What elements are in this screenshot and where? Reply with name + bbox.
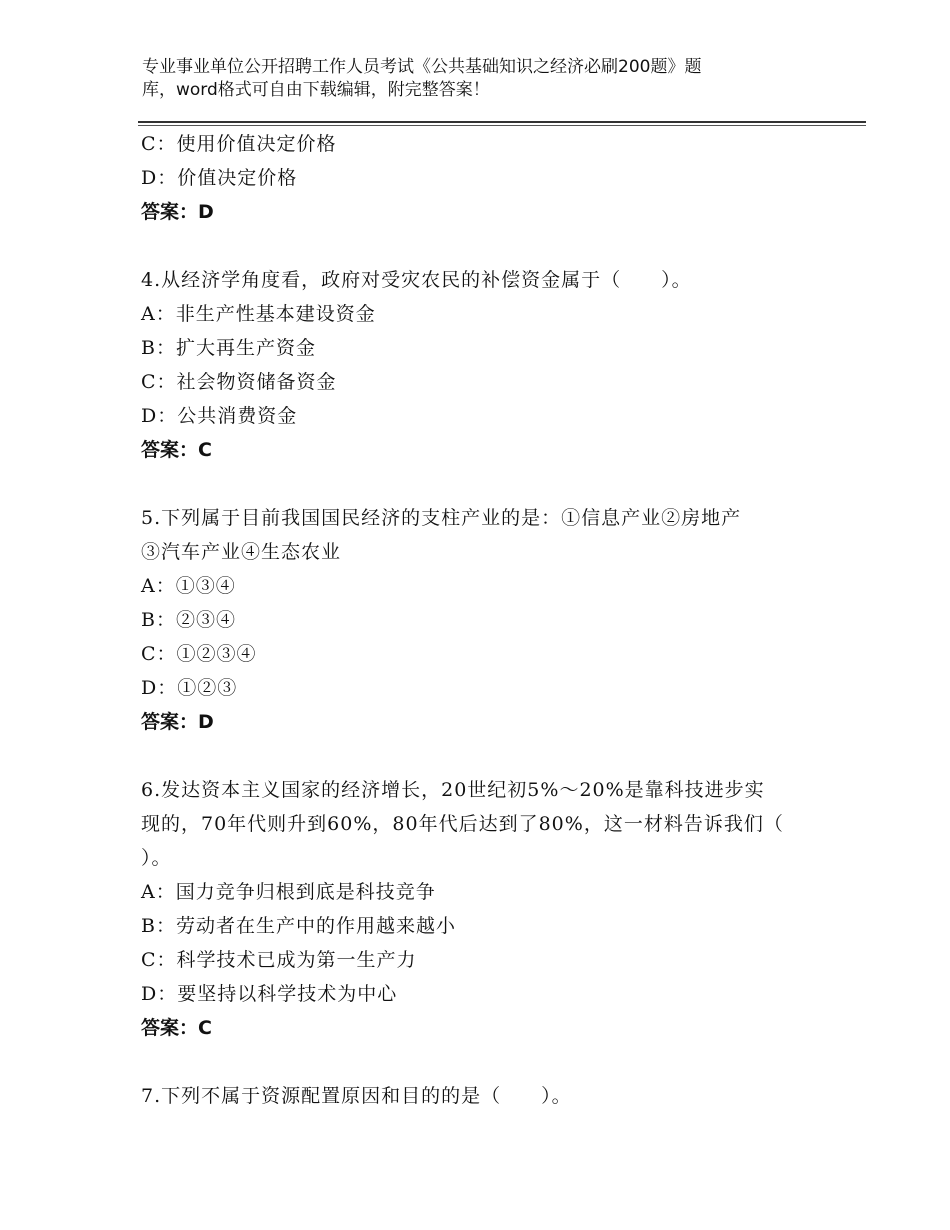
question-5 xyxy=(141,501,841,739)
header-line-2: 库，word格式可自由下载编辑，附完整答案！ xyxy=(142,80,490,100)
option-d: D：价值决定价格 xyxy=(141,167,298,189)
document-body xyxy=(141,127,841,1113)
option-a: A：非生产性基本建设资金 xyxy=(141,303,376,325)
option-b: B：②③④ xyxy=(141,609,236,631)
question-stem-line-1: 5.下列属于目前我国国民经济的支柱产业的是：①信息产业②房地产 xyxy=(141,507,742,529)
option-d: D：公共消费资金 xyxy=(141,405,298,427)
question-stem-line-2: 现的，70年代则升到60%，80年代后达到了80%，这一材料告诉我们（ xyxy=(141,813,784,835)
answer: 答案：D xyxy=(141,711,214,733)
question-6 xyxy=(141,773,841,1045)
answer: 答案：C xyxy=(141,439,212,461)
document-header xyxy=(142,56,782,102)
header-rule-thick xyxy=(138,121,866,123)
option-c: C：社会物资储备资金 xyxy=(141,371,337,393)
option-c: C：使用价值决定价格 xyxy=(141,133,337,155)
question-4 xyxy=(141,263,841,467)
option-c: C：科学技术已成为第一生产力 xyxy=(141,949,417,971)
question-3 xyxy=(141,127,841,229)
option-d: D：①②③ xyxy=(141,677,238,699)
option-c: C：①②③④ xyxy=(141,643,257,665)
option-a: A：①③④ xyxy=(141,575,236,597)
question-stem-line-1: 6.发达资本主义国家的经济增长，20世纪初5%～20%是靠科技进步实 xyxy=(141,779,765,801)
question-stem-line-3: ）。 xyxy=(141,847,172,869)
header-line-1: 专业事业单位公开招聘工作人员考试《公共基础知识之经济必刷200题》题 xyxy=(142,57,702,77)
question-stem-line-2: ③汽车产业④生态农业 xyxy=(141,541,342,563)
answer: 答案：C xyxy=(141,1017,212,1039)
answer: 答案：D xyxy=(141,201,214,223)
question-7 xyxy=(141,1079,841,1113)
question-stem: 4.从经济学角度看，政府对受灾农民的补偿资金属于（ ）。 xyxy=(141,269,692,291)
option-b: B：劳动者在生产中的作用越来越小 xyxy=(141,915,456,937)
header-rule-thin xyxy=(138,125,866,126)
question-stem: 7.下列不属于资源配置原因和目的的是（ ）。 xyxy=(141,1085,572,1107)
option-a: A：国力竞争归根到底是科技竞争 xyxy=(141,881,436,903)
option-b: B：扩大再生产资金 xyxy=(141,337,316,359)
option-d: D：要坚持以科学技术为中心 xyxy=(141,983,398,1005)
